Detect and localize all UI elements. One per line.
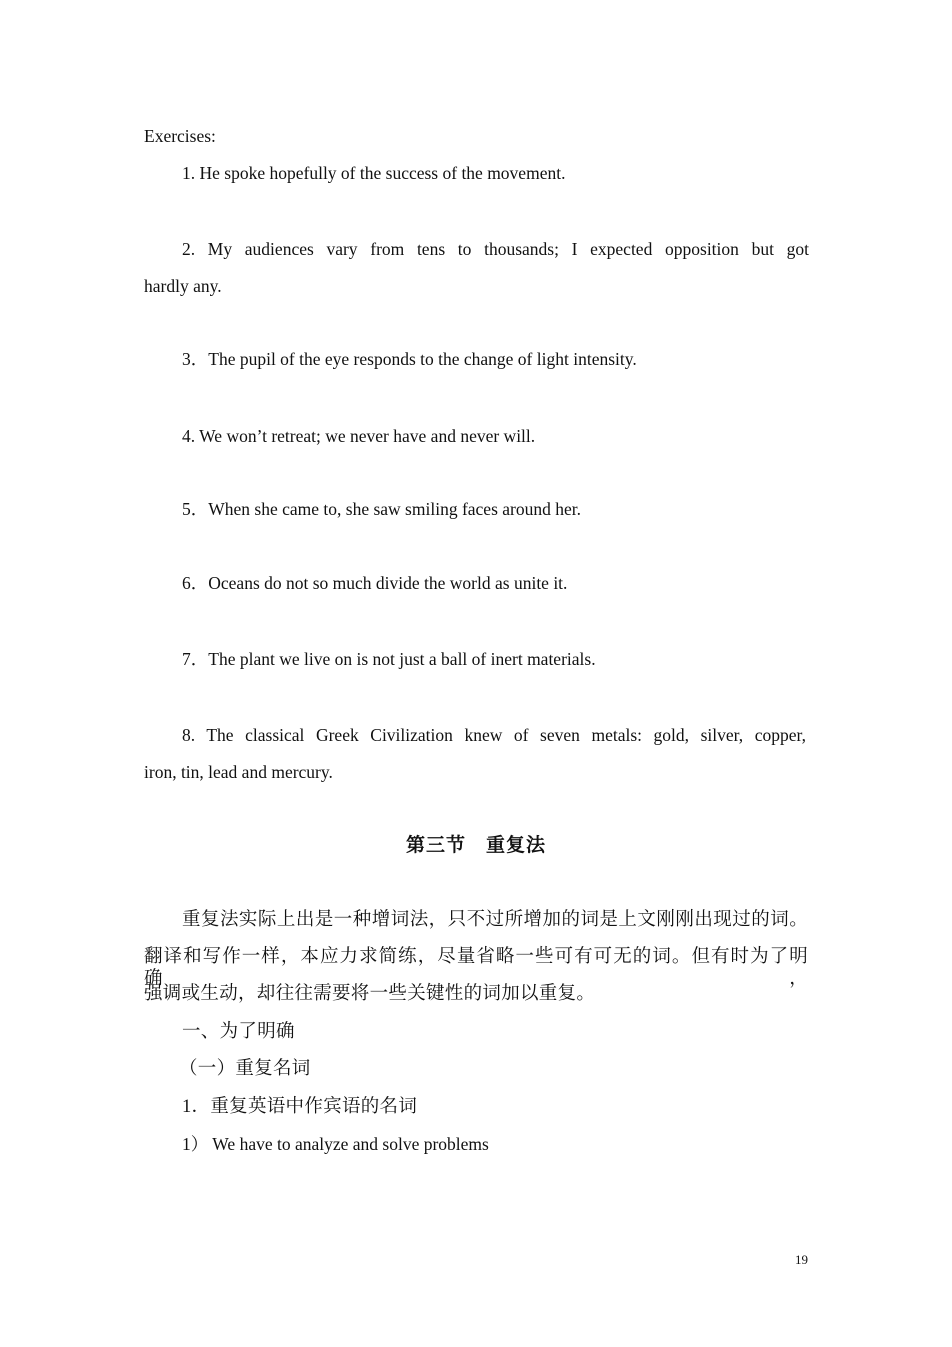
exercise-8-continuation: iron, tin, lead and mercury. (144, 762, 333, 782)
exercise-3: 3．The pupil of the eye responds to the change of light intensity. (182, 349, 637, 369)
paragraph-line-1: 重复法实际上出是一种增词法，只不过所增加的词是上文刚刚出现过的词。 (182, 910, 808, 930)
subheading-object-nouns: 1．重复英语中作宾语的名词 (182, 1097, 418, 1117)
exercise-7: 7．The plant we live on is not just a ball of inert materials. (182, 649, 596, 669)
paragraph-line-2: 翻译和写作一样，本应力求简练，尽量省略一些可有可无的词。但有时为了明确， (144, 947, 808, 989)
subheading-clarity: 一、为了明确 (182, 1022, 295, 1042)
exercise-4: 4. We won’t retreat; we never have and never will. (182, 426, 536, 446)
page-number: 19 (795, 1252, 808, 1267)
exercise-6: 6．Oceans do not so much divide the world as unite it. (182, 573, 568, 593)
example-1: 1） We have to analyze and solve problems (182, 1134, 489, 1154)
exercises-title: Exercises: (144, 126, 216, 146)
exercise-8: 8. The classical Greek Civilization knew of seven metals: gold, silver, copper, (182, 725, 806, 745)
exercise-5: 5．When she came to, she saw smiling faces around her. (182, 499, 581, 519)
paragraph-line-3: 强调或生动，却往往需要将一些关键性的词加以重复。 (144, 984, 596, 1004)
section-heading: 第三节 重复法 (405, 835, 546, 856)
exercise-2-continuation: hardly any. (144, 276, 222, 296)
exercise-1: 1. He spoke hopefully of the success of the movement. (182, 163, 566, 183)
exercise-2: 2. My audiences vary from tens to thousands; I expected opposition but got (182, 239, 809, 259)
subheading-repeat-nouns: （一）重复名词 (179, 1059, 311, 1079)
